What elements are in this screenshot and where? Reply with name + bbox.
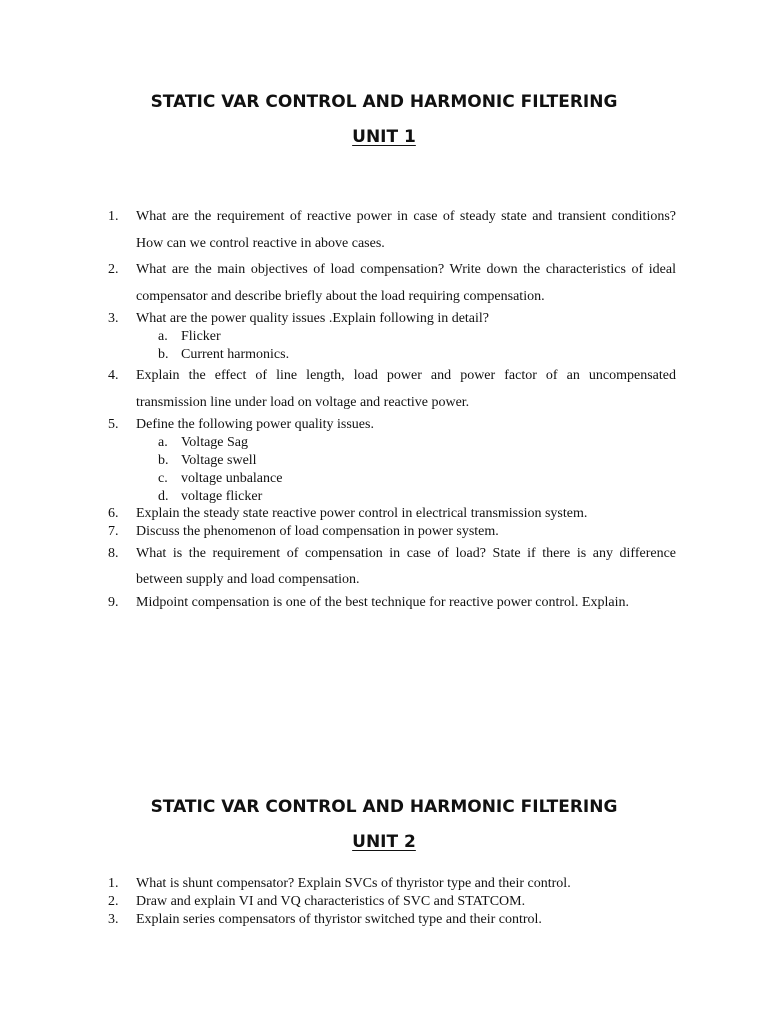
sub-item-text: voltage unbalance [181, 470, 283, 486]
question-item [108, 875, 676, 893]
question-item [108, 204, 676, 257]
unit1-question-list [108, 204, 676, 612]
question-text: What is shunt compensator? Explain SVCs of thyristor type and their control. [136, 876, 571, 891]
question-number: 3. [108, 311, 119, 326]
question-item [108, 416, 676, 505]
question-text: What are the main objectives of load compensation? Write down the characteristics of ideal compensator and describe briefly about the load requiring compensation. [136, 262, 676, 304]
unit1-course-title: STATIC VAR CONTROL AND HARMONIC FILTERING [150, 92, 618, 112]
question-number: 4. [108, 368, 119, 384]
question-text: Draw and explain VI and VQ characteristics of SVC and STATCOM. [136, 893, 526, 909]
question-number: 8. [108, 545, 119, 561]
question-number: 7. [108, 524, 119, 540]
unit2-course-title: STATIC VAR CONTROL AND HARMONIC FILTERING [150, 797, 618, 817]
sub-item-list [136, 328, 676, 364]
question-item [108, 893, 676, 911]
sub-item [136, 434, 676, 452]
question-text: Explain the effect of line length, load power and power factor of an uncompensated transmission line under load on voltage and reactive power. [136, 368, 676, 410]
sub-item-label: d. [158, 488, 169, 504]
question-number: 2. [108, 893, 119, 909]
sub-item-text: Voltage swell [181, 452, 257, 468]
question-number: 5. [108, 417, 119, 433]
question-text: What are the power quality issues .Explain following in detail? [136, 311, 490, 326]
question-item [108, 911, 676, 929]
question-number: 3. [108, 911, 119, 927]
sub-item-text: Voltage Sag [181, 435, 249, 451]
sub-item-text: voltage flicker [181, 488, 263, 504]
sub-item-text: Current harmonics. [181, 346, 290, 362]
question-text: Explain series compensators of thyristor switched type and their control. [136, 911, 542, 927]
unit1-heading: UNIT 1 [352, 127, 416, 147]
sub-item [136, 470, 676, 488]
unit2-heading: UNIT 2 [352, 832, 416, 852]
sub-item [136, 346, 676, 364]
question-item [108, 257, 676, 310]
question-number: 1. [108, 876, 119, 891]
sub-item [136, 452, 676, 470]
question-text: Define the following power quality issues. [136, 417, 374, 433]
question-number: 9. [108, 594, 119, 610]
sub-item-label: a. [158, 328, 168, 344]
unit2-question-list [108, 875, 676, 928]
sub-item-label: c. [158, 470, 168, 486]
question-number: 1. [108, 209, 119, 224]
question-item [108, 523, 676, 541]
question-item [108, 363, 676, 416]
sub-item-label: a. [158, 435, 168, 451]
sub-item-text: Flicker [181, 328, 221, 344]
question-number: 6. [108, 506, 119, 522]
question-text: Discuss the phenomenon of load compensation in power system. [136, 524, 499, 540]
question-text: Midpoint compensation is one of the best technique for reactive power control. Explain. [136, 594, 629, 610]
sub-item-label: b. [158, 346, 169, 362]
question-item [108, 505, 676, 523]
question-text: What is the requirement of compensation in case of load? State if there is any difference between supply and load compensation. [136, 545, 676, 588]
sub-item-list [136, 434, 676, 505]
question-number: 2. [108, 262, 119, 277]
question-item [108, 541, 676, 594]
question-text: Explain the steady state reactive power control in electrical transmission system. [136, 506, 588, 522]
sub-item [136, 488, 676, 506]
sub-item-label: b. [158, 452, 169, 468]
question-item [108, 310, 676, 363]
sub-item [136, 328, 676, 346]
question-text: What are the requirement of reactive power in case of steady state and transient conditions? How can we control reactive in above cases. [136, 209, 676, 251]
question-item [108, 594, 676, 612]
